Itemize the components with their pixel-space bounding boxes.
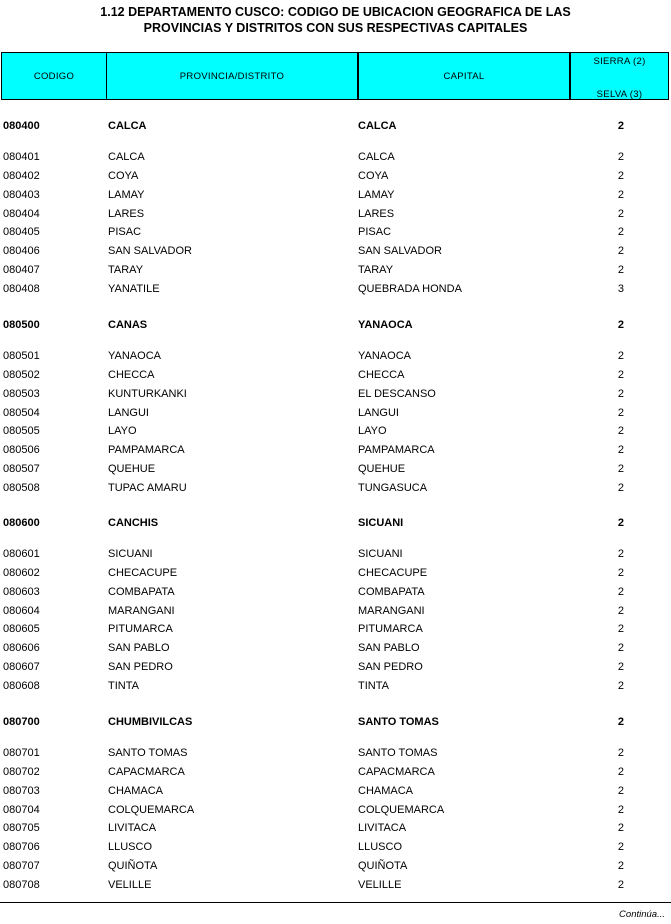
region-cell: 2 <box>617 860 624 872</box>
header-sierra: SIERRA (2) <box>593 55 646 67</box>
district-row <box>0 149 671 165</box>
code-cell: 080402 <box>3 170 40 182</box>
code-cell: 080701 <box>3 747 40 759</box>
code-cell: 080507 <box>3 463 40 475</box>
capital-cell: MARANGANI <box>358 605 425 617</box>
code-cell: 080400 <box>3 120 40 132</box>
district-row <box>0 224 671 240</box>
capital-cell: VELILLE <box>358 879 402 891</box>
district-row <box>0 783 671 799</box>
name-cell: QUEHUE <box>108 463 156 475</box>
name-cell: TUPAC AMARU <box>108 482 187 494</box>
region-cell: 2 <box>617 151 624 163</box>
code-cell: 080401 <box>3 151 40 163</box>
district-row <box>0 603 671 619</box>
name-cell: VELILLE <box>108 879 152 891</box>
region-cell: 2 <box>617 245 624 257</box>
capital-cell: TINTA <box>358 680 389 692</box>
district-row <box>0 461 671 477</box>
code-cell: 080608 <box>3 680 40 692</box>
code-cell: 080704 <box>3 804 40 816</box>
region-cell: 2 <box>617 444 624 456</box>
region-cell: 2 <box>617 716 624 728</box>
code-cell: 080601 <box>3 548 40 560</box>
capital-cell: SICUANI <box>358 517 404 529</box>
region-cell: 2 <box>617 407 624 419</box>
capital-cell: SANTO TOMAS <box>358 747 438 759</box>
code-cell: 080405 <box>3 226 40 238</box>
name-cell: SAN PABLO <box>108 642 170 654</box>
capital-cell: TARAY <box>358 264 394 276</box>
capital-cell: SAN PEDRO <box>358 661 423 673</box>
district-row <box>0 839 671 855</box>
region-cell: 2 <box>617 747 624 759</box>
header-provincia-distrito: PROVINCIA/DISTRITO <box>179 70 285 82</box>
capital-cell: LARES <box>358 208 395 220</box>
district-row <box>0 405 671 421</box>
name-cell: CANCHIS <box>108 517 159 529</box>
code-cell: 080706 <box>3 841 40 853</box>
footer-rule <box>0 902 671 903</box>
capital-cell: CALCA <box>358 120 397 132</box>
name-cell: LLUSCO <box>108 841 153 853</box>
code-cell: 080407 <box>3 264 40 276</box>
district-row <box>0 442 671 458</box>
region-cell: 2 <box>617 482 624 494</box>
region-cell: 2 <box>617 804 624 816</box>
code-cell: 080603 <box>3 586 40 598</box>
district-row <box>0 546 671 562</box>
district-row <box>0 621 671 637</box>
name-cell: CHECCA <box>108 369 155 381</box>
district-row <box>0 802 671 818</box>
capital-cell: SANTO TOMAS <box>358 716 439 728</box>
page-title-line-1: 1.12 DEPARTAMENTO CUSCO: CODIGO DE UBICACION GEOGRAFICA DE LAS <box>100 5 571 19</box>
code-cell: 080606 <box>3 642 40 654</box>
capital-cell: QUIÑOTA <box>358 860 408 872</box>
capital-cell: EL DESCANSO <box>358 388 436 400</box>
code-cell: 080406 <box>3 245 40 257</box>
name-cell: COYA <box>108 170 139 182</box>
name-cell: CHECACUPE <box>108 567 178 579</box>
continua-label: Continúa... <box>619 909 665 920</box>
page-title-line-2: PROVINCIAS Y DISTRITOS CON SUS RESPECTIVAS CAPITALES <box>143 21 528 35</box>
name-cell: YANAOCA <box>108 350 161 362</box>
region-cell: 2 <box>617 642 624 654</box>
region-cell: 2 <box>617 841 624 853</box>
district-row <box>0 206 671 222</box>
name-cell: PISAC <box>108 226 142 238</box>
code-cell: 080506 <box>3 444 40 456</box>
region-cell: 2 <box>617 264 624 276</box>
region-cell: 2 <box>617 226 624 238</box>
name-cell: LIVITACA <box>108 822 157 834</box>
header-selva: SELVA (3) <box>596 88 643 100</box>
name-cell: SAN SALVADOR <box>108 245 192 257</box>
province-row <box>0 515 671 531</box>
code-cell: 080504 <box>3 407 40 419</box>
district-row <box>0 281 671 297</box>
code-cell: 080501 <box>3 350 40 362</box>
name-cell: PITUMARCA <box>108 623 173 635</box>
name-cell: CAPACMARCA <box>108 766 185 778</box>
region-cell: 2 <box>617 463 624 475</box>
district-row <box>0 745 671 761</box>
code-cell: 080707 <box>3 860 40 872</box>
name-cell: TINTA <box>108 680 139 692</box>
name-cell: MARANGANI <box>108 605 175 617</box>
capital-cell: SAN PABLO <box>358 642 420 654</box>
district-row <box>0 820 671 836</box>
region-cell: 2 <box>617 350 624 362</box>
region-cell: 2 <box>617 170 624 182</box>
capital-cell: PISAC <box>358 226 392 238</box>
capital-cell: CHAMACA <box>358 785 414 797</box>
district-row <box>0 262 671 278</box>
code-cell: 080404 <box>3 208 40 220</box>
region-cell: 2 <box>617 785 624 797</box>
name-cell: CHAMACA <box>108 785 164 797</box>
capital-cell: TUNGASUCA <box>358 482 428 494</box>
region-cell: 2 <box>617 879 624 891</box>
district-row <box>0 877 671 893</box>
code-cell: 080705 <box>3 822 40 834</box>
code-cell: 080508 <box>3 482 40 494</box>
capital-cell: LAMAY <box>358 189 395 201</box>
name-cell: CHUMBIVILCAS <box>108 716 193 728</box>
capital-cell: CAPACMARCA <box>358 766 435 778</box>
capital-cell: LLUSCO <box>358 841 403 853</box>
region-cell: 2 <box>617 388 624 400</box>
region-cell: 2 <box>617 120 624 132</box>
capital-cell: PAMPAMARCA <box>358 444 435 456</box>
district-row <box>0 678 671 694</box>
name-cell: LANGUI <box>108 407 149 419</box>
name-cell: PAMPAMARCA <box>108 444 185 456</box>
district-row <box>0 565 671 581</box>
code-cell: 080605 <box>3 623 40 635</box>
name-cell: COLQUEMARCA <box>108 804 195 816</box>
district-row <box>0 168 671 184</box>
region-cell: 2 <box>617 319 624 331</box>
name-cell: SANTO TOMAS <box>108 747 188 759</box>
name-cell: CANAS <box>108 319 148 331</box>
region-cell: 2 <box>617 425 624 437</box>
region-cell: 2 <box>617 208 624 220</box>
district-row <box>0 584 671 600</box>
name-cell: SICUANI <box>108 548 153 560</box>
region-cell: 2 <box>617 567 624 579</box>
capital-cell: CHECACUPE <box>358 567 428 579</box>
capital-cell: QUEHUE <box>358 463 406 475</box>
code-cell: 080708 <box>3 879 40 891</box>
code-cell: 080408 <box>3 283 40 295</box>
name-cell: COMBAPATA <box>108 586 175 598</box>
capital-cell: SAN SALVADOR <box>358 245 442 257</box>
region-cell: 2 <box>617 586 624 598</box>
code-cell: 080702 <box>3 766 40 778</box>
code-cell: 080505 <box>3 425 40 437</box>
code-cell: 080600 <box>3 517 40 529</box>
name-cell: LARES <box>108 208 145 220</box>
code-cell: 080500 <box>3 319 40 331</box>
district-row <box>0 640 671 656</box>
code-cell: 080602 <box>3 567 40 579</box>
code-cell: 080604 <box>3 605 40 617</box>
code-cell: 080700 <box>3 716 40 728</box>
code-cell: 080703 <box>3 785 40 797</box>
header-codigo: CODIGO <box>33 70 75 82</box>
region-cell: 2 <box>617 517 624 529</box>
district-row <box>0 243 671 259</box>
name-cell: LAYO <box>108 425 137 437</box>
code-cell: 080607 <box>3 661 40 673</box>
district-row <box>0 480 671 496</box>
district-row <box>0 659 671 675</box>
code-cell: 080503 <box>3 388 40 400</box>
code-cell: 080502 <box>3 369 40 381</box>
capital-cell: CALCA <box>358 151 395 163</box>
district-row <box>0 187 671 203</box>
capital-cell: COMBAPATA <box>358 586 425 598</box>
district-row <box>0 386 671 402</box>
region-cell: 2 <box>617 189 624 201</box>
capital-cell: YANAOCA <box>358 319 413 331</box>
region-cell: 2 <box>617 822 624 834</box>
name-cell: QUIÑOTA <box>108 860 158 872</box>
capital-cell: CHECCA <box>358 369 405 381</box>
region-cell: 2 <box>617 623 624 635</box>
name-cell: SAN PEDRO <box>108 661 173 673</box>
capital-cell: LIVITACA <box>358 822 407 834</box>
district-row <box>0 423 671 439</box>
name-cell: YANATILE <box>108 283 160 295</box>
province-row <box>0 317 671 333</box>
district-row <box>0 858 671 874</box>
region-cell: 2 <box>617 369 624 381</box>
region-cell: 2 <box>617 766 624 778</box>
capital-cell: YANAOCA <box>358 350 411 362</box>
capital-cell: COYA <box>358 170 389 182</box>
name-cell: CALCA <box>108 120 147 132</box>
capital-cell: SICUANI <box>358 548 403 560</box>
capital-cell: COLQUEMARCA <box>358 804 445 816</box>
region-cell: 2 <box>617 661 624 673</box>
region-cell: 3 <box>617 283 624 295</box>
capital-cell: QUEBRADA HONDA <box>358 283 462 295</box>
province-row <box>0 714 671 730</box>
capital-cell: LAYO <box>358 425 387 437</box>
capital-cell: LANGUI <box>358 407 399 419</box>
name-cell: KUNTURKANKI <box>108 388 187 400</box>
code-cell: 080403 <box>3 189 40 201</box>
district-row <box>0 348 671 364</box>
name-cell: TARAY <box>108 264 144 276</box>
district-row <box>0 764 671 780</box>
district-row <box>0 367 671 383</box>
region-cell: 2 <box>617 605 624 617</box>
name-cell: LAMAY <box>108 189 145 201</box>
capital-cell: PITUMARCA <box>358 623 423 635</box>
header-capital: CAPITAL <box>443 70 485 82</box>
province-row <box>0 118 671 134</box>
region-cell: 2 <box>617 680 624 692</box>
region-cell: 2 <box>617 548 624 560</box>
name-cell: CALCA <box>108 151 145 163</box>
